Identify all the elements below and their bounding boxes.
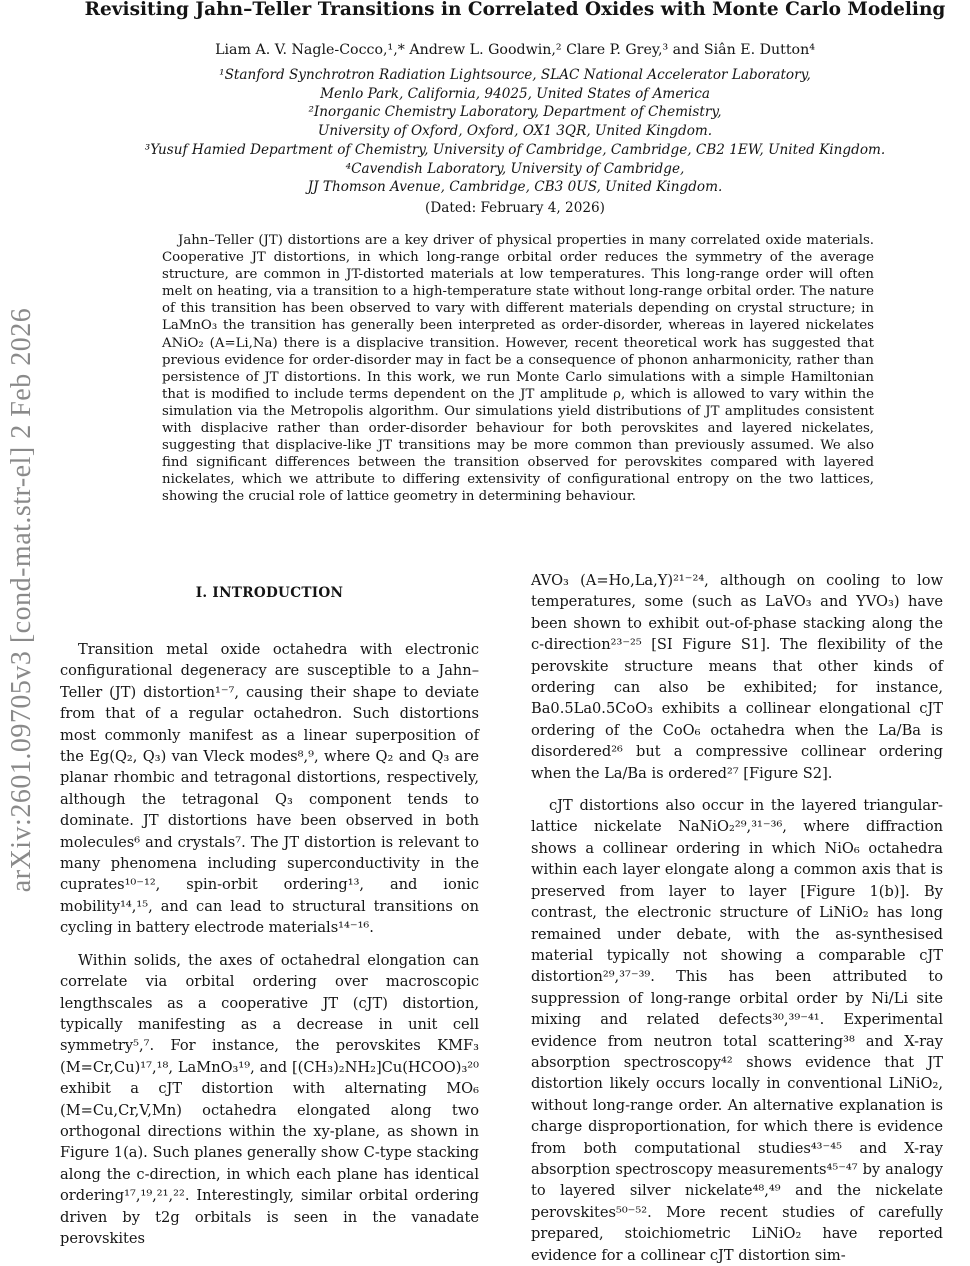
body-paragraph: Transition metal oxide octahedra with electronic configurational degeneracy are susceptible to a Jahn–Teller (JT) distortion¹⁻⁷, causing their shape to deviate from that of a regular octahedron. Such distortions most commonly manifest as a linear superposition of the Eg(Q₂, Q₃) van Vleck modes⁸,⁹, where Q₂ and Q₃ are planar rhombic and tetragonal distortions, respectively, although the tetragonal Q₃ component tends to dominate. JT distortions have been observed in both molecules⁶ and crystals⁷. The JT distortion is relevant to many phenomena including superconductivity in the cuprates¹⁰⁻¹², spin-orbit ordering¹³, and ionic mobility¹⁴,¹⁵, and can lead to structural transitions on cycling in battery electrode materials¹⁴⁻¹⁶. <box>60 641 479 937</box>
right-column <box>531 570 943 1266</box>
affiliations <box>60 66 970 197</box>
author-list: Liam A. V. Nagle-Cocco,¹,* Andrew L. Goodwin,² Clare P. Grey,³ and Siân E. Dutton⁴ <box>215 42 815 58</box>
affiliation-line: Menlo Park, California, 94025, United States of America <box>320 85 710 102</box>
affiliation-line: ⁴Cavendish Laboratory, University of Cambridge, <box>345 160 685 177</box>
arxiv-identifier-text: arXiv:2601.09705v3 [cond-mat.str-el] 2 Feb 2026 <box>6 307 38 893</box>
body-paragraph: cJT distortions also occur in the layered triangular-lattice nickelate NaNiO₂²⁹,³¹⁻³⁶, where diffraction shows a collinear ordering in which NiO₆ octahedra within each layer elongate along a common axis that is preserved from layer to layer [Figure 1(b)]. By contrast, the electronic structure of LiNiO₂ has long remained under debate, with the as-synthesised material typically not showing a comparable cJT distortion²⁹,³⁷⁻³⁹. This has been attributed to suppression of long-range orbital order by Ni/Li site mixing and related defects³⁰,³⁹⁻⁴¹. Experimental evidence from neutron total scattering³⁸ and X-ray absorption spectroscopy⁴² shows evidence that JT distortion likely occurs locally in conventional LiNiO₂, without long-range order. An alternative explanation is charge disproportionation, for which there is evidence from both computational studies⁴³⁻⁴⁵ and X-ray absorption spectroscopy measurements⁴⁵⁻⁴⁷ by analogy to layered silver nickelate⁴⁸,⁴⁹ and the nickelate perovskites⁵⁰⁻⁵². More recent studies of carefully prepared, stoichiometric LiNiO₂ have reported evidence for a collinear cJT distortion sim- <box>531 797 943 1264</box>
arxiv-identifier-stamp <box>2 240 42 960</box>
affiliation-line: ¹Stanford Synchrotron Radiation Lightsource, SLAC National Accelerator Laboratory, <box>219 67 811 83</box>
body-paragraph: AVO₃ (A=Ho,La,Y)²¹⁻²⁴, although on cooling to low temperatures, some (such as LaVO₃ and YVO₃) have been shown to exhibit out-of-phase stacking along the c-direction²³⁻²⁵ [SI Figure S1]. The flexibility of the perovskite structure means that other kinds of ordering can also be exhibited; for instance, Ba0.5La0.5CoO₃ exhibits a collinear elongational cJT ordering of the CoO₆ octahedra when the La/Ba is disordered²⁶ but a compressive collinear ordering when the La/Ba is ordered²⁷ [Figure S2]. <box>531 572 943 782</box>
affiliation-line: JJ Thomson Avenue, Cambridge, CB3 0US, United Kingdom. <box>307 179 723 196</box>
section-heading-introduction: I. INTRODUCTION <box>195 585 344 601</box>
paper-title: Revisiting Jahn–Teller Transitions in Correlated Oxides with Monte Carlo Modeling <box>84 0 946 20</box>
affiliation-line: ²Inorganic Chemistry Laboratory, Department of Chemistry, <box>308 104 722 121</box>
affiliation-line: University of Oxford, Oxford, OX1 3QR, United Kingdom. <box>317 123 713 140</box>
body-paragraph: Within solids, the axes of octahedral elongation can correlate via orbital ordering over macroscopic lengthscales as a cooperative JT (cJT) distortion, typically manifesting as a decrease in unit cell symmetry⁵,⁷. For instance, the perovskites KMF₃ (M=Cr,Cu)¹⁷,¹⁸, LaMnO₃¹⁹, and [(CH₃)₂NH₂]Cu(HCOO)₃²⁰ exhibit a cJT distortion with alternating MO₆ (M=Cu,Cr,V,Mn) octahedra elongated along two orthogonal directions within the xy-plane, as shown in Figure 1(a). Such planes generally show C-type stacking along the c-direction, in which each plane has identical ordering¹⁷,¹⁹,²¹,²². Interestingly, similar orbital ordering driven by t2g orbitals is seen in the vanadate perovskites <box>60 951 479 1247</box>
affiliation-line: ³Yusuf Hamied Department of Chemistry, University of Cambridge, Cambridge, CB2 1EW, United Kingdom. <box>144 141 886 158</box>
abstract: Jahn–Teller (JT) distortions are a key driver of physical properties in many correlated oxide materials. Cooperative JT distortions, in which long-range orbital order reduces the symmetry of the average structure, are common in JT-distorted materials at low temperatures. This long-range order will often melt on heating, via a transition to a high-temperature state without long-range orbital order. The nature of this transition has been observed to vary with different materials depending on crystal structure; in LaMnO₃ the transition has generally been interpreted as order-disorder, whereas in layered nickelates ANiO₂ (A=Li,Na) there is a displacive transition. However, recent theoretical work has suggested that previous evidence for order-disorder may in fact be a consequence of phonon anharmonicity, rather than persistence of JT distortions. In this work, we run Monte Carlo simulations with a simple Hamiltonian that is modified to include terms dependent on the JT amplitude ρ, which is allowed to vary within the simulation via the Metropolis algorithm. Our simulations yield distributions of JT amplitudes consistent with displacive rather than order-disorder behaviour for both perovskites and layered nickelates, suggesting that displacive-like JT transitions may be more common than previously assumed. We also find significant differences between the transition observed for perovskites compared with layered nickelates, which we attribute to differing extensivity of configurational entropy on the two lattices, showing the crucial role of lattice geometry in determining behaviour. <box>162 233 874 505</box>
left-column <box>60 582 479 1249</box>
date-line: (Dated: February 4, 2026) <box>425 200 605 216</box>
